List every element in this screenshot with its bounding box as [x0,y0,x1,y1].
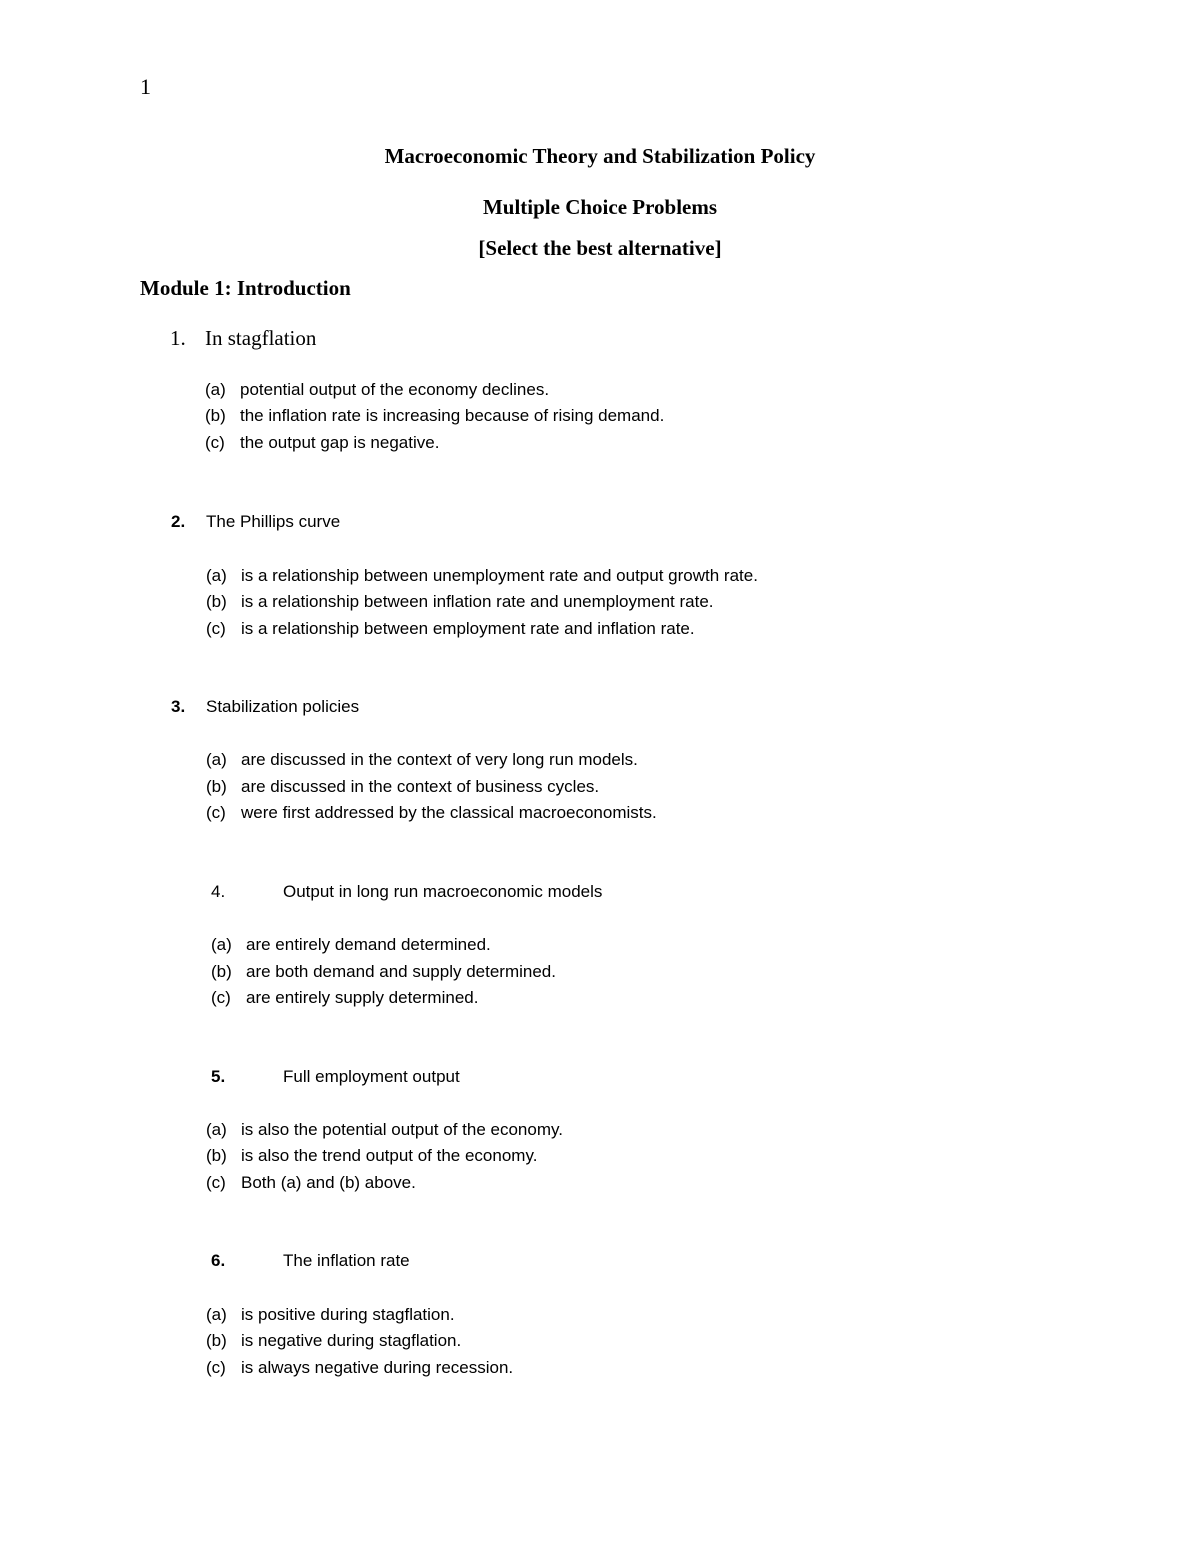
option-text: potential output of the economy declines. [240,380,550,399]
option-text: are entirely demand determined. [246,935,491,954]
document-title: Macroeconomic Theory and Stabilization Policy [384,144,816,168]
option-label: (c) [206,1358,226,1377]
instruction-line: [Select the best alternative] [478,236,722,260]
page-number: 1 [140,74,151,99]
option-label: (b) [205,406,226,425]
option-text: is a relationship between unemployment rate and output growth rate. [241,566,758,585]
option-label: (b) [211,962,232,981]
option-label: (a) [206,1305,227,1324]
question-number: 3. [171,697,186,716]
option-text: the output gap is negative. [240,433,440,452]
option-text: are both demand and supply determined. [246,962,556,981]
question-stem: In stagflation [205,326,317,350]
option-label: (c) [206,1173,226,1192]
option-label: (c) [205,433,225,452]
option-text: is also the potential output of the economy. [241,1120,563,1139]
option-label: (a) [205,380,226,399]
question-number: 1. [170,326,186,350]
option-text: is positive during stagflation. [241,1305,455,1324]
option-text: is negative during stagflation. [241,1331,462,1350]
option-label: (b) [206,592,227,611]
option-text: were first addressed by the classical macroeconomists. [241,803,657,822]
question-stem: Stabilization policies [206,697,360,716]
question-number: 6. [211,1251,226,1270]
option-text: is also the trend output of the economy. [241,1146,538,1165]
question-number: 4. [211,882,226,901]
option-text: is always negative during recession. [241,1358,514,1377]
option-label: (b) [206,777,227,796]
option-text: Both (a) and (b) above. [241,1173,416,1192]
option-text: is a relationship between inflation rate and unemployment rate. [241,592,714,611]
question-stem: Output in long run macroeconomic models [283,882,603,901]
option-label: (a) [206,1120,227,1139]
option-text: are discussed in the context of business cycles. [241,777,600,796]
question-stem: The inflation rate [283,1251,410,1270]
module-heading: Module 1: Introduction [140,276,351,300]
question-stem: Full employment output [283,1067,460,1086]
option-label: (a) [206,750,227,769]
option-label: (b) [206,1331,227,1350]
document-subtitle: Multiple Choice Problems [482,195,718,219]
option-label: (c) [206,803,226,822]
option-label: (a) [206,566,227,585]
option-label: (a) [211,935,232,954]
question-number: 5. [211,1067,226,1086]
option-text: is a relationship between employment rate and inflation rate. [241,619,695,638]
question-number: 2. [171,512,186,531]
option-label: (c) [206,619,226,638]
option-text: are entirely supply determined. [246,988,479,1007]
option-text: are discussed in the context of very long run models. [241,750,638,769]
option-text: the inflation rate is increasing because of rising demand. [240,406,665,425]
option-label: (c) [211,988,231,1007]
question-stem: The Phillips curve [206,512,341,531]
option-label: (b) [206,1146,227,1165]
